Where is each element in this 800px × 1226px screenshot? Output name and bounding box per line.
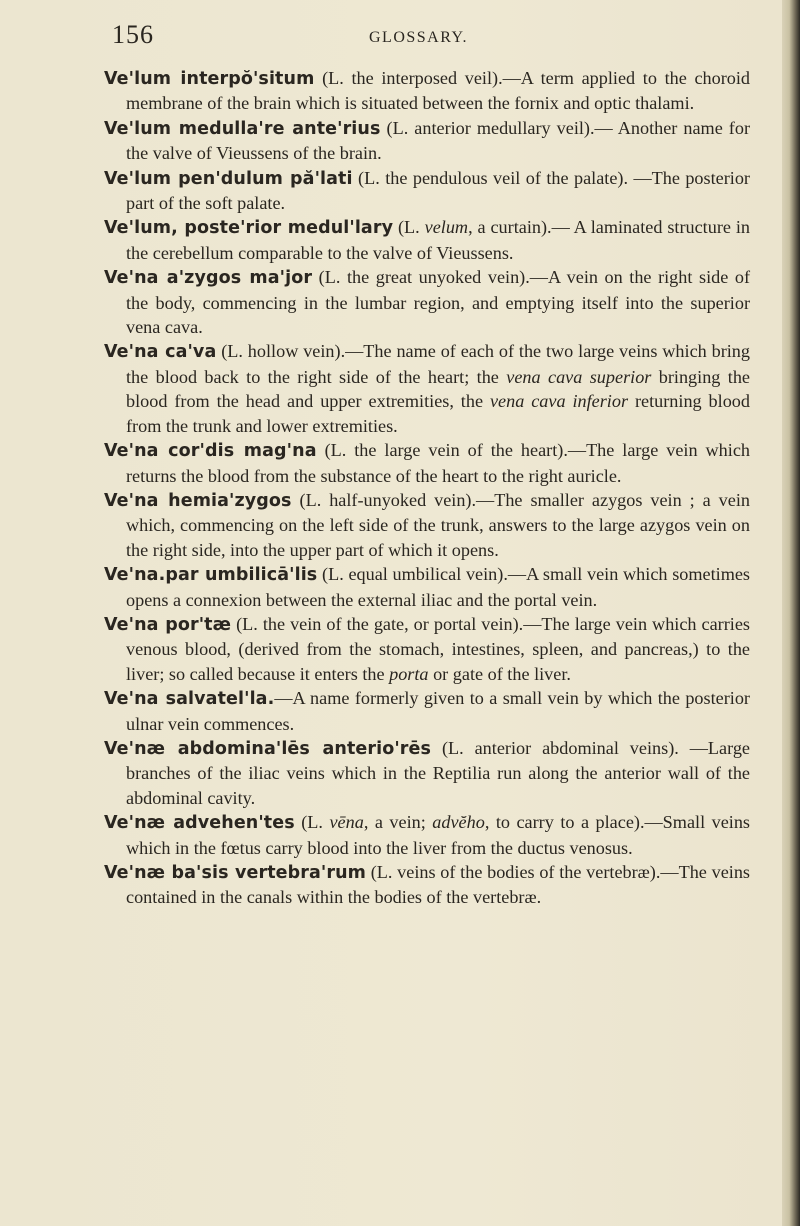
glossary-entries [104, 66, 750, 910]
entry-term: Ve'lum medulla're ante'rius [104, 118, 381, 139]
entry-term: Ve'næ advehen'tes [104, 813, 295, 834]
entry-italic: velum [424, 217, 469, 238]
glossary-entry [104, 562, 750, 612]
entry-definition: (L. the large vein of the heart).—The large vein which returns the blood from the substance of the heart to the right auricle. [126, 440, 750, 486]
entry-definition: , a vein; [363, 812, 433, 833]
entry-italic: vēna [329, 812, 364, 833]
glossary-entry [104, 488, 750, 562]
glossary-entry [104, 438, 750, 488]
entry-term: Ve'lum, poste'rior medul'lary [104, 218, 394, 239]
entry-definition: (L. the pendulous veil of the palate). —The posterior part of the soft palate. [126, 167, 750, 214]
entry-definition: (L. the interposed veil).—A term applied to the choroid membrane of the brain which is situated between the fornix and optic thalami. [126, 68, 750, 114]
entry-definition: (L. anterior medullary veil).— Another name for the valve of Vieussens of the brain. [126, 117, 751, 164]
glossary-entry [104, 215, 750, 265]
entry-term: Ve'na salvatel'la. [104, 689, 275, 710]
entry-definition: —A name formerly given to a small vein by which the posterior ulnar vein commences. [126, 688, 750, 734]
entry-definition: (L. [294, 812, 330, 833]
glossary-entry [104, 686, 750, 736]
entry-term: Ve'na.par umbilicā'lis [104, 565, 318, 586]
entry-term: Ve'lum interpŏ'situm [104, 69, 315, 89]
page-number: 156 [112, 20, 154, 49]
glossary-entry [104, 116, 750, 166]
glossary-entry [104, 66, 750, 116]
entry-definition: or gate of the liver. [428, 663, 571, 684]
entry-definition: (L. [393, 217, 425, 238]
entry-definition: returning blood from the trunk and lower extremities. [126, 391, 750, 436]
glossary-entry [104, 736, 750, 810]
entry-term: Ve'na por'tæ [104, 614, 232, 635]
entry-italic: porta [389, 663, 429, 684]
page-edge-shadow [782, 0, 800, 1226]
entry-definition: bringing the blood from the head and upper extremities, the [126, 366, 751, 412]
entry-term: Ve'næ abdomina'lēs anterio'rēs [104, 738, 432, 759]
entry-definition: (L. equal umbilical vein).—A small vein which sometimes opens a connexion between the external iliac and the portal vein. [126, 564, 750, 610]
glossary-entry [104, 810, 750, 860]
entry-term: Ve'na ca'va [104, 342, 217, 363]
page-header [0, 20, 782, 50]
entry-term: Ve'lum pen'dulum pă'lati [104, 168, 353, 189]
entry-italic: advĕho [432, 812, 485, 833]
entry-definition: (L. anterior abdominal veins). —Large branches of the iliac veins which in the Reptilia run along the anterior wall of the abdominal cavity. [126, 737, 751, 808]
glossary-entry [104, 612, 750, 686]
entry-term: Ve'na cor'dis mag'na [104, 441, 317, 462]
running-head: GLOSSARY. [369, 29, 469, 46]
entry-definition: (L. veins of the bodies of the vertebræ).—The veins contained in the canals within the bodies of the vertebræ. [126, 862, 750, 908]
entry-definition: , a curtain).— A laminated structure in the cerebellum comparable to the valve of Vieussens. [126, 217, 751, 263]
entry-definition: (L. the vein of the gate, or portal vein).—The large vein which carries venous blood, (derived from the stomach, intestines, spleen, and pancreas,) to the liver; so called because it enters the [126, 613, 750, 684]
entry-definition: , to carry to a place).—Small veins which in the fœtus carry blood into the liver from the ductus venosus. [126, 812, 751, 858]
entry-definition: (L. hollow vein).—The name of each of the two large veins which bring the blood back to the right side of the heart; the [126, 341, 750, 387]
entry-term: Ve'na a'zygos ma'jor [104, 268, 313, 289]
glossary-entry [104, 860, 750, 910]
entry-term: Ve'næ ba'sis vertebra'rum [104, 863, 366, 883]
glossary-entry [104, 339, 750, 438]
entry-term: Ve'na hemia'zygos [104, 490, 292, 511]
entry-italic: vena cava superior [506, 366, 652, 387]
glossary-entry [104, 265, 750, 339]
entry-italic: vena cava inferior [489, 391, 629, 412]
entry-definition: (L. half-unyoked vein).—The smaller azygos vein ; a vein which, commencing on the left side of the trunk, answers to the large azygos vein on the right side, into the upper part of which it opens. [126, 489, 750, 560]
glossary-entry [104, 166, 750, 216]
entry-definition: (L. the great unyoked vein).—A vein on the right side of the body, commencing in the lumbar region, and emptying itself into the superior vena cava. [126, 267, 751, 338]
